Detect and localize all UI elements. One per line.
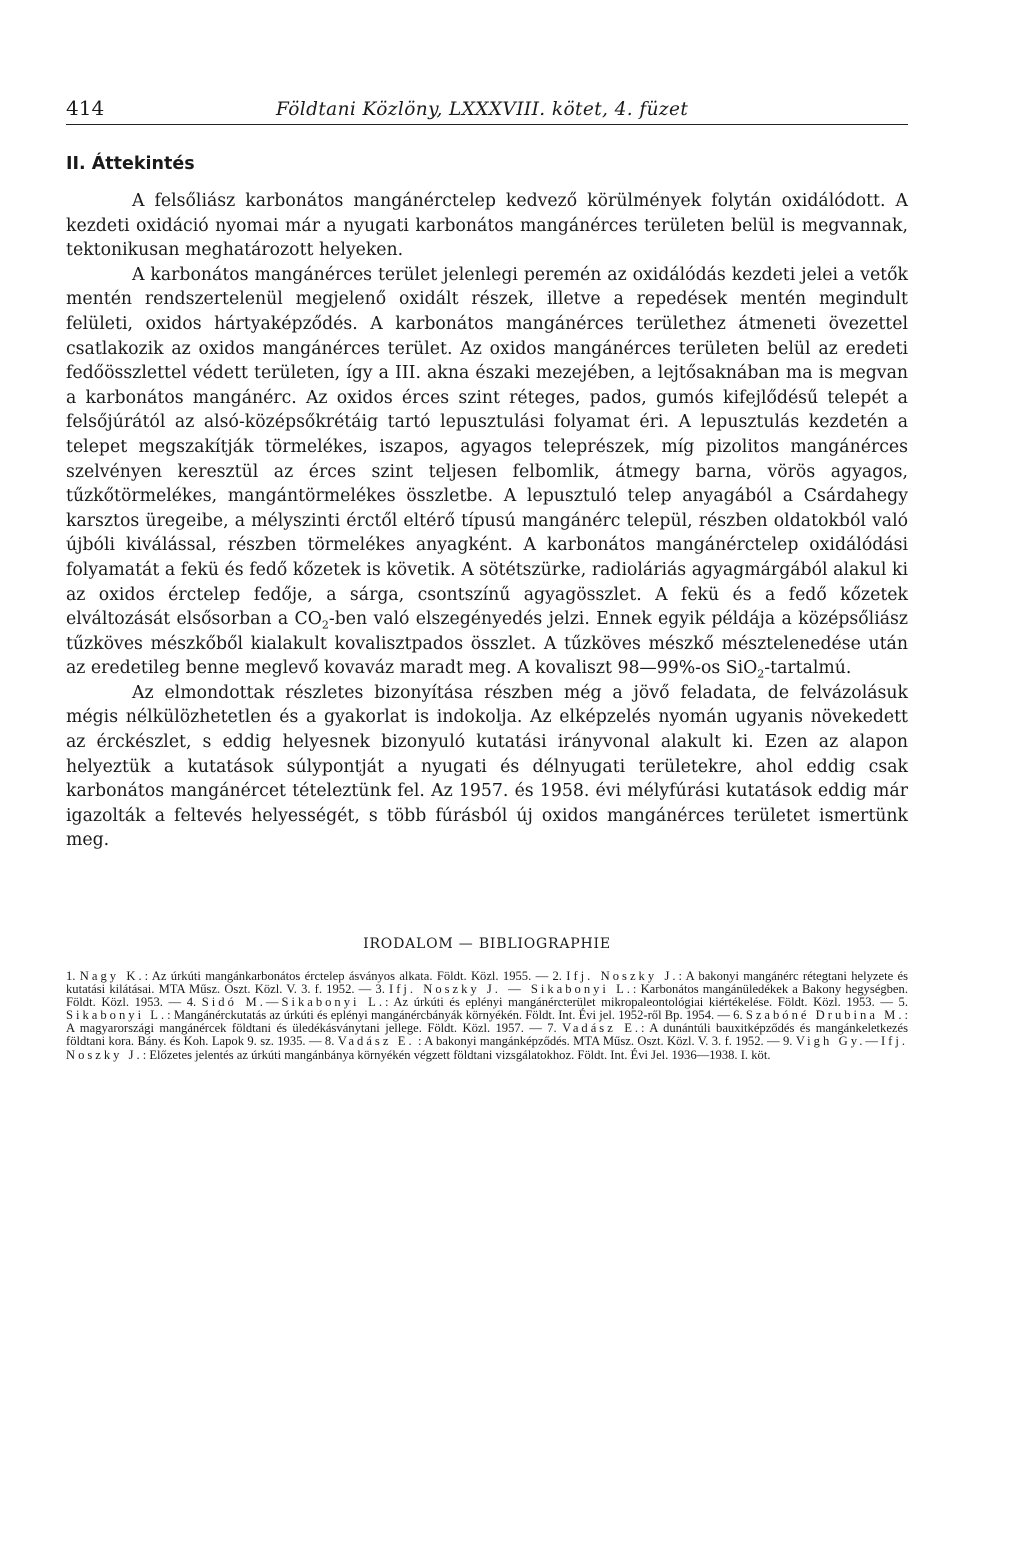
bib-author: Nagy K. [79,969,145,983]
paragraph-2-part-c: -tartalmú. [764,658,852,679]
bib-author: Ifj. Noszky J. — Sikabonyi L. [389,982,633,997]
bib-text: : Karbonátos mangánüledékek a Bakony hegységben. Földt. Közl. 1953. — 4. [66,982,908,1010]
subscript-co2: 2 [321,618,329,632]
bibliography-entries [66,970,908,1062]
page-number: 414 [66,96,105,120]
subscript-sio2: 2 [757,667,765,681]
paragraph-2-part-b: -ben való elszegényedés jelzi. Ennek egyik példája a középsőliász tűzköves mészkőből kialakult kovalisztpados összlet. A tűzköves mészkő mésztelenedése után az eredetileg benne meglevő kovaváz maradt meg. A kovaliszt 98—99%-os SiO [66,609,908,679]
body-text [66,189,908,853]
paragraph-2-part-a: A karbonátos mangánérces terület jelenlegi peremén az oxidálódás kezdeti jelei a vetők mentén rendszertelenül megjelenő oxidált részek, illetve a repedések mentén megindult felületi, oxidos hártyaképződés. A karbonátos mangánérces területhez átmeneti övezettel csatlakozik az oxidos mangánérces terület. Az oxidos mangánérces területen belül az eredeti fedőösszlettel védett területen, így a III. akna északi mezejében, a lejtősaknában ma is megvan a karbonátos mangánérc. Az oxidos érces szint réteges, pados, gumós kifejlődésű telepét a felsőjúrától az alsó-középsőkrétáig tartó lepusztulási folyamat éri. A lepusztulás kezdetén a telepet megszakítják törmelékes, iszapos, agyagos teleprészek, míg pizolitos mangánérces szelvényen keresztül az érces szint teljesen felbomlik, átmegy barna, vörös agyagos, tűzkőtörmelékes, mangántörmelékes összletbe. A lepusztuló telep anyagából a Csárdahegy karsztos üregeibe, a mélyszinti érctől eltérő típusú mangánérc települ, részben oldatokból való újbóli kiválással, részben törmelékes anyagként. A karbonátos mangánérctelep oxidálódási folyamatát a fekü és fedő kőzetek is követik. A sötétszürke, radioláriás agyagmárgából alakul ki az oxidos érctelep fedője, a sárga, csontszínű agyagösszlet. A fekü és a fedő kőzetek elváltozását elsősorban a CO [66,264,908,630]
bib-text: : A dunántúli bauxitképződés és mangánkeletkezés földtani kora. Bány. és Koh. Lapok 9. sz. 1935. — 8. [66,1021,909,1049]
bib-text: : A bakonyi mangánképződés. MTA Műsz. Oszt. Közl. V. 3. f. 1952. — 9. [414,1034,796,1049]
bib-text: 1. [66,969,80,983]
bib-author: Ifj. Noszky J. [566,969,679,983]
running-title: Földtani Közlöny, LXXXVIII. kötet, 4. füzet [276,99,689,120]
paragraph-3: Az elmondottak részletes bizonyítása részben még a jövő feladata, de felvázolásuk mégis nélkülözhetetlen és a gyakorlat is indokolja. Az elképzelés nyomán ugyanis növekedett az érckészlet, s eddig helyesnek bizonyuló kutatási irányvonal alakult ki. Ezen az alapon helyeztük a kutatások súlypontját a nyugati és délnyugati területekre, ahol eddig csak karbonátos mangánércet tételeztünk fel. Az 1957. és 1958. évi mélyfúrási kutatások eddig már igazolták a feltevés helyességét, s több fúrásból új oxidos mangánérces területet ismertünk meg. [66,682,908,851]
bib-text: : A magyarországi mangánércek földtani és üledékásványtani jellege. Földt. Közl. 1957. — 7. [66,1008,908,1036]
bibliography [66,970,908,1062]
bib-text: : Mangánérckutatás az úrkúti és eplényi mangánércbányák környékén. Földt. Int. Évi jel. 1952-ről Bp. 1954. — 6. [167,1008,746,1023]
paragraph-1: A felsőliász karbonátos mangánérctelep kedvező körülmények folytán oxidálódott. A kezdeti oxidáció nyomai már a nyugati karbonátos mangánérces területen belül is megvannak, tektonikusan meghatározott helyeken. [66,191,908,261]
section-title: II. Áttekintés [66,154,195,174]
running-header [66,96,908,125]
bib-author: Vigh Gy.—Ifj. Noszky J. [66,1034,908,1062]
bib-author: Vadász E. [337,1034,415,1049]
bib-text: : A bakonyi mangánérc rétegtani helyzete és kutatási kilátásai. MTA Műsz. Oszt. Közl. V. 3. f. 1952. — 3. [66,969,909,997]
bib-text: : Előzetes jelentés az úrkúti mangánbánya környékén végzett földtani vizsgálatokhoz. Földt. Int. Évi Jel. 1936—1938. I. köt. [142,1047,771,1062]
bib-author: Vadász E. [562,1021,642,1036]
bibliography-heading: IRODALOM — BIBLIOGRAPHIE [363,936,611,952]
bib-author: Szabóné Drubina M. [745,1008,905,1023]
bib-author: Sidó M.—Sikabonyi L. [201,995,385,1010]
paragraph-2 [66,263,908,681]
bib-text: : Az úrkúti és eplényi mangánércterület mikropaleontológiai kiértékelése. Földt. Közl. 1953. — 5. [384,995,908,1010]
bib-text: : Az úrkúti mangánkarbonátos érctelep ásványos alkata. Földt. Közl. 1955. — 2. [144,969,567,983]
bib-author: Sikabonyi L. [66,1008,168,1023]
